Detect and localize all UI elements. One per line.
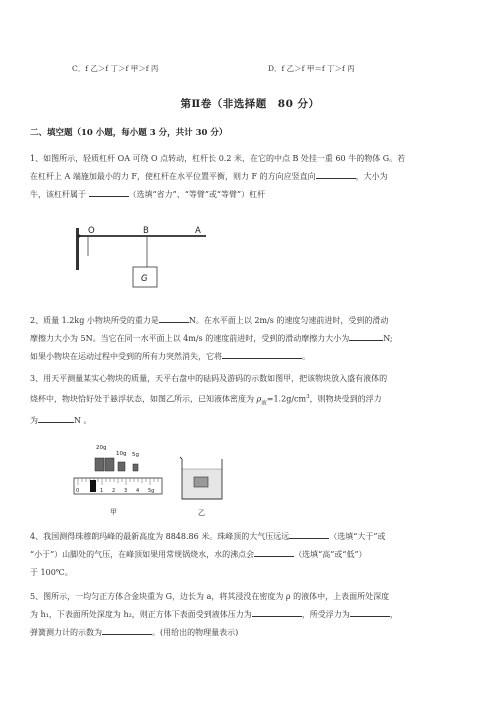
- q4-blank-pressure[interactable]: [289, 529, 329, 539]
- q5-blank-reading[interactable]: [102, 625, 152, 635]
- tick-5g: 5g: [148, 488, 155, 494]
- q1-line3: 牛，该杠杆属于 （选填“省力”、“等臂”或“等臂”）杠杆: [30, 186, 470, 204]
- q2-blank-motion[interactable]: [222, 349, 302, 359]
- question-4: 4、我国测得珠穆朗玛峰的最新高度为 8848.86 米。珠峰顶的大气压远远 （选填“大于”或 “小于”）山脚处的气压，在峰顶如果用常规锅烧水，水的沸点会 （选填“高”或“低”） 于 100℃。: [30, 528, 470, 582]
- weight-10g: [118, 462, 125, 471]
- q1-blank-type[interactable]: [89, 187, 129, 197]
- tick-1: 1: [100, 488, 104, 494]
- weight-label-5g: 5g: [132, 452, 139, 458]
- weight-label-10g: 10g: [116, 451, 127, 457]
- wall: [76, 228, 79, 270]
- section-title: 第Ⅱ卷（非选择题 80 分）: [180, 98, 320, 110]
- q1-line1: 1、如图所示，轻质杠杆 OA 可绕 O 点转动，杠杆长 0.2 米，在它的中点 B 处挂一重 60 牛的物体 G。若: [30, 154, 406, 163]
- option-c: C．f 乙＞f 丁＞f 甲＞f 丙: [72, 64, 159, 73]
- balance-figure: [70, 438, 170, 520]
- q3-line1: 3、用天平测量某实心物块的质量，天平右盘中的砝码及游码的示数如图甲，把该物块放入盛有液体的: [30, 374, 388, 383]
- tick-3: 3: [124, 488, 128, 494]
- weight-label-20g: 20g: [96, 445, 107, 451]
- tick-0: 0: [76, 488, 80, 494]
- question-1: [30, 150, 470, 204]
- weight-20g-a: [95, 458, 104, 471]
- figure-label-jia: 甲: [110, 508, 117, 516]
- weight-5g: [133, 464, 138, 471]
- q1-blank-direction[interactable]: [316, 169, 356, 179]
- q1-line2: 在杠杆上 A 端施加最小的力 F，使杠杆在水平位置平衡，则力 F 的方向应竖直向 ，大小为: [30, 168, 470, 186]
- label-o: O: [88, 226, 95, 236]
- label-a: A: [195, 226, 201, 236]
- tick-2: 2: [112, 488, 116, 494]
- q2-blank-friction[interactable]: [349, 331, 383, 341]
- suspended-block: [194, 477, 208, 487]
- q5-blank-force[interactable]: [252, 607, 302, 617]
- rho-symbol: ρ: [256, 394, 262, 404]
- q5-blank-buoyancy[interactable]: [350, 607, 390, 617]
- q3-blank-buoyancy[interactable]: [38, 413, 74, 423]
- question-2: 2、质量 1.2kg 小物块所受的重力是 N。在水平面上以 2m/s 的速度匀速前进时，受到的滑动 摩擦力大小为 5N。当它在同一水平面上以 4m/s 的速度前进时，受到的滑动摩擦力大小为 N; 如果小物块在运动过程中受到的所有力突然消失，它将 。: [30, 312, 470, 366]
- part-heading: 二、填空题（10 小题，每小题 3 分，共计 30 分）: [30, 128, 228, 138]
- question-3: 3、用天平测量某实心物块的质量，天平右盘中的砝码及游码的示数如图甲，把该物块放入盛有液体的 烧杯中，物块恰好处于悬浮状态，如图乙所示，已知液体密度为 $\rho_液=1.2g/cm^3$，则物块受到的浮力 为 N 。: [30, 370, 470, 430]
- pivot-point: [78, 235, 81, 238]
- figure-label-yi: 乙: [198, 509, 205, 517]
- option-d: D．f 乙＞f 甲＝f 丁＞f 丙: [268, 64, 355, 73]
- tick-4: 4: [136, 488, 140, 494]
- question-5: 5、图所示，一均匀正方体合金块重为 G，边长为 a，将其浸没在密度为 ρ 的液体中，上表面所处深度 为 h₁，下表面所处深度为 h₂，则正方体下表面受到液体压力为 ，所受浮力为 ， 弹簧测力计的示数为 。(用给出的物理量表示): [30, 588, 470, 642]
- q2-blank-gravity[interactable]: [159, 313, 189, 323]
- q4-line3: 于 100℃。: [30, 568, 73, 577]
- q4-blank-boiling[interactable]: [254, 547, 294, 557]
- label-g: G: [141, 274, 148, 284]
- label-b: B: [143, 226, 149, 236]
- beaker-figure: [178, 455, 228, 520]
- rider-slider[interactable]: [90, 480, 96, 492]
- q5-line1: 5、图所示，一均匀正方体合金块重为 G，边长为 a，将其浸没在密度为 ρ 的液体中，上表面所处深度: [30, 592, 390, 601]
- weight-20g-b: [105, 458, 114, 471]
- lever-figure: [70, 222, 220, 292]
